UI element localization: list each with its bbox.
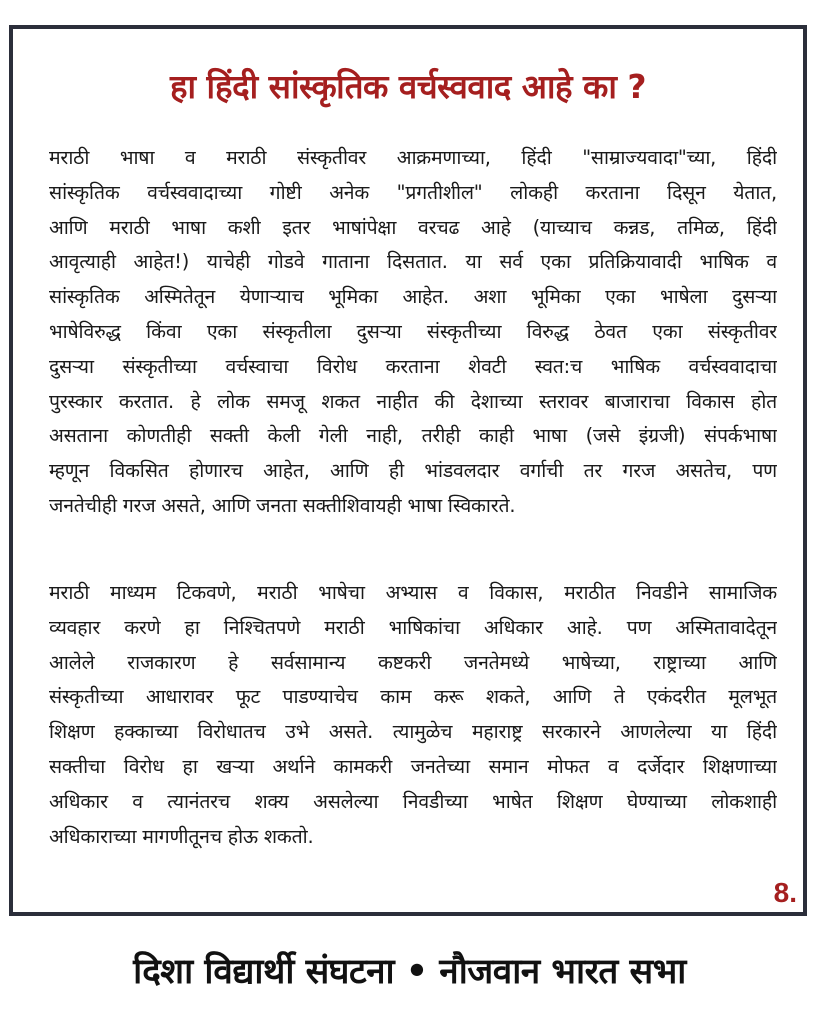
paragraph-line: आवृत्याही आहेत!) याचेही गोडवे गाताना दिसतात. या सर्व एका प्रतिक्रियावादी भाषिक व	[49, 250, 777, 274]
paragraph-1	[49, 141, 777, 524]
paragraph-line: दुसऱ्या संस्कृतीच्या वर्चस्वाचा विरोध करताना शेवटी स्वत:च भाषिक वर्चस्ववादाचा	[49, 354, 777, 378]
page-number: 8.	[773, 877, 797, 908]
paragraph-line: मराठी भाषा व मराठी संस्कृतीवर आक्रमणाच्या, हिंदी "साम्राज्यवादा"च्या, हिंदी	[49, 146, 777, 169]
paragraph-line: सक्तीचा विरोध हा खऱ्या अर्थाने कामकरी जनतेच्या समान मोफत व दर्जेदार शिक्षणाच्या	[49, 754, 777, 778]
paragraph-line: जनतेचीही गरज असते, आणि जनता सक्तीशिवायही भाषा स्विकारते.	[49, 493, 516, 517]
paragraph-line: अधिकाराच्या मागणीतूनच होऊ शकतो.	[49, 824, 314, 848]
paragraph-line: अधिकार व त्यानंतरच शक्य असलेल्या निवडीच्या भाषेत शिक्षण घेण्याच्या लोकशाही	[49, 789, 777, 813]
paragraph-line: शिक्षण हक्काच्या विरोधातच उभे असते. त्यामुळेच महाराष्ट्र सरकारने आणलेल्या या हिंदी	[49, 720, 777, 744]
paragraph-line: म्हणून विकसित होणारच आहेत, आणि ही भांडवलदार वर्गाची तर गरज असतेच, पण	[49, 459, 777, 483]
paragraph-line: आलेले राजकारण हे सर्वसामान्य कष्टकरी जनतेमध्ये भाषेच्या, राष्ट्राच्या आणि	[49, 650, 777, 674]
paragraph-line: असताना कोणतीही सक्ती केली गेली नाही, तरीही काही भाषा (जसे इंग्रजी) संपर्कभाषा	[49, 424, 777, 448]
paragraph-line: भाषेविरुद्ध किंवा एका संस्कृतीला दुसऱ्या संस्कृतीच्या विरुद्ध ठेवत एका संस्कृतीवर	[49, 319, 777, 343]
paragraph-line: आणि मराठी भाषा कशी इतर भाषांपेक्षा वरचढ आहे (याच्याच कन्नड, तमिळ, हिंदी	[49, 215, 777, 239]
organization-footer: दिशा विद्यार्थी संघटना • नौजवान भारत सभा	[133, 952, 686, 992]
paragraph-line: सांस्कृतिक वर्चस्ववादाच्या गोष्टी अनेक "प्रगतीशील" लोकही करताना दिसून येतात,	[49, 180, 777, 204]
paragraph-2	[49, 576, 777, 854]
paragraph-line: पुरस्कार करतात. हे लोक समजू शकत नाहीत की देशाच्या स्तरावर बाजाराचा विकास होत	[49, 389, 777, 413]
paragraph-line: संस्कृतीच्या आधारावर फूट पाडण्याचेच काम करू शकते, आणि ते एकंदरीत मूलभूत	[49, 685, 777, 709]
paragraph-line: सांस्कृतिक अस्मितेतून येणाऱ्याच भूमिका आहेत. अशा भूमिका एका भाषेला दुसऱ्या	[49, 285, 777, 309]
paragraph-line: व्यवहार करणे हा निश्चितपणे मराठी भाषिकांचा अधिकार आहे. पण अस्मितावादेतून	[49, 615, 777, 639]
article-title: हा हिंदी सांस्कृतिक वर्चस्ववाद आहे का ?	[169, 67, 647, 106]
article-frame	[9, 25, 807, 916]
paragraph-line: मराठी माध्यम टिकवणे, मराठी भाषेचा अभ्यास व विकास, मराठीत निवडीने सामाजिक	[49, 581, 777, 604]
